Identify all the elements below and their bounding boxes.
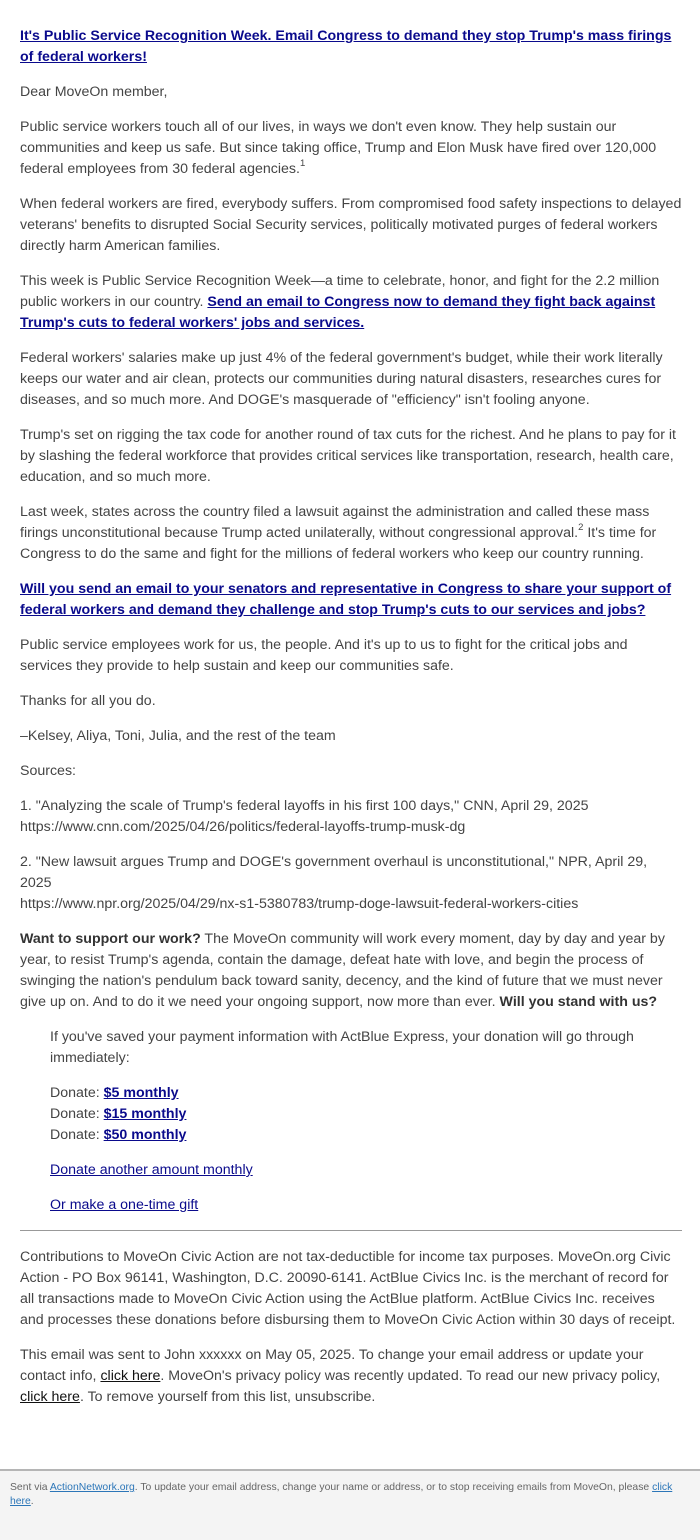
support-paragraph (20, 929, 682, 1013)
source-url: https://www.npr.org/2025/04/29/nx-s1-5380783/trump-doge-lawsuit-federal-workers-cities (20, 896, 579, 912)
thanks: Thanks for all you do. (20, 693, 156, 709)
paragraph-tax-code: Trump's set on rigging the tax code for another round of tax cuts for the richest. And he plans to pay for it by slashing the federal workforce that provides critical services like transportation, research, health care, education, and so much more. (20, 427, 676, 485)
sources-list (20, 796, 682, 915)
one-time-gift-link[interactable]: Or make a one-time gift (50, 1197, 199, 1213)
privacy-policy-link[interactable]: click here (20, 1389, 80, 1405)
donate-5-monthly-link[interactable]: $5 monthly (103, 1085, 179, 1101)
action-network-link[interactable]: ActionNetwork.org (49, 1482, 135, 1493)
support-body: The MoveOn community will work every moment, day by day and year by year, to resist Trump's agenda, contain the damage, defeat hate with love, and begin the process of swinging the nation's pendulum back toward sanity, decency, and the kind of future that we must never give up on. And to do it we need your ongoing support, now more than ever. (20, 931, 665, 1010)
paragraph-firings-text: Public service workers touch all of our lives, in ways we don't even know. They help sustain our communities and keep us safe. But since taking office, Trump and Elon Musk have fired over 120,000 federal employees from 30 federal agencies. (20, 119, 657, 177)
headline (20, 26, 682, 68)
paragraph-firings (20, 117, 682, 180)
paragraph-public-service: Public service employees work for us, the people. And it's up to us to fight for the critical jobs and services they provide to help sustain and keep our communities safe. (20, 637, 628, 674)
paragraph-budget: Federal workers' salaries make up just 4% of the federal government's budget, while their work literally keeps our water and air clean, protects our communities during natural disasters, researches cures for diseases, and so much more. And DOGE's masquerade of "efficiency" isn't fooling anyone. (20, 350, 663, 408)
footer-bar (0, 1469, 700, 1540)
notice-part-2: . MoveOn's privacy policy was recently updated. To read our new privacy policy, (160, 1368, 661, 1384)
donation-section (50, 1027, 682, 1216)
source-citation: 2. "New lawsuit argues Trump and DOGE's government overhaul is unconstitutional," NPR, April 29, 2025 (20, 854, 648, 891)
support-lead: Want to support our work? (20, 931, 201, 947)
email-notice (20, 1345, 682, 1408)
footer-sent-via: Sent via (10, 1482, 50, 1493)
footnote-1: 1 (299, 158, 306, 170)
legal-disclaimer: Contributions to MoveOn Civic Action are not tax-deductible for income tax purposes. MoveOn.org Civic Action - PO Box 96141, Washington, D.C. 20090-6141. ActBlue Civics Inc. is the merchant of record for all transactions made to MoveOn Civic Action using the ActBlue platform. ActBlue Civics Inc. receives and processes these donations before disbursing them to MoveOn Civic Action within 30 days of receipt. (20, 1249, 676, 1328)
footer-click-here-link[interactable]: click here (10, 1482, 673, 1507)
cta (20, 579, 682, 621)
headline-link[interactable]: It's Public Service Recognition Week. Email Congress to demand they stop Trump's mass firings of federal workers! (20, 28, 672, 65)
donate-option (50, 1125, 682, 1146)
email-body (20, 26, 682, 1422)
donate-option (50, 1083, 682, 1104)
source-citation: 1. "Analyzing the scale of Trump's federal layoffs in his first 100 days," CNN, April 29, 2025 (20, 798, 589, 814)
donate-options (50, 1083, 682, 1146)
notice-part-3: . To remove yourself from this list, unsubscribe. (79, 1389, 376, 1405)
send-email-link[interactable]: Send an email to Congress now to demand they fight back against Trump's cuts to federal workers' jobs and services. (20, 294, 656, 331)
donate-option (50, 1104, 682, 1125)
cta-link[interactable]: Will you send an email to your senators and representative in Congress to share your support of federal workers and demand they challenge and stop Trump's cuts to our services and jobs? (20, 581, 672, 618)
footer-end: . (30, 1496, 34, 1507)
one-time-gift (50, 1195, 682, 1216)
paragraph-recognition-week (20, 271, 682, 334)
donate-another-amount-link[interactable]: Donate another amount monthly (50, 1162, 253, 1178)
donate-label: Donate: (50, 1127, 104, 1143)
notice-part-1: This email was sent to John xxxxxx on May 05, 2025. To change your email address or update your contact info, (20, 1347, 644, 1384)
footer-body: . To update your email address, change your name or address, or to stop receiving emails from MoveOn, please (134, 1482, 653, 1493)
paragraph-lawsuit (20, 502, 682, 565)
divider (20, 1230, 682, 1231)
source-item (20, 796, 682, 838)
donate-label: Donate: (50, 1085, 104, 1101)
paragraph-lawsuit-text-b: It's time for Congress to do the same and fight for the millions of federal workers who keep our country running. (20, 525, 657, 562)
express-note: If you've saved your payment information with ActBlue Express, your donation will go through immediately: (50, 1029, 634, 1066)
source-item (20, 852, 682, 915)
donate-15-monthly-link[interactable]: $15 monthly (103, 1106, 187, 1122)
update-contact-link[interactable]: click here (100, 1368, 161, 1384)
signature: –Kelsey, Aliya, Toni, Julia, and the rest of the team (20, 728, 336, 744)
paragraph-lawsuit-text-a: Last week, states across the country filed a lawsuit against the administration and called these mass firings unconstitutional because Trump acted unilaterally, without congressional approval. (20, 504, 650, 541)
donate-another (50, 1160, 682, 1181)
source-url: https://www.cnn.com/2025/04/26/politics/federal-layoffs-trump-musk-dg (20, 819, 466, 835)
footnote-2: 2 (578, 522, 584, 534)
greeting: Dear MoveOn member, (20, 84, 168, 100)
paragraph-recognition-text: This week is Public Service Recognition Week—a time to celebrate, honor, and fight for the 2.2 million public workers in our country. (20, 273, 660, 310)
support-close: Will you stand with us? (499, 994, 658, 1010)
donate-label: Donate: (50, 1106, 104, 1122)
sources-label: Sources: (20, 763, 76, 779)
footer-text (10, 1481, 688, 1509)
donate-50-monthly-link[interactable]: $50 monthly (103, 1127, 187, 1143)
paragraph-harm: When federal workers are fired, everybody suffers. From compromised food safety inspections to delayed veterans' benefits to disrupted Social Security services, politically motivated purges of federal workers directly harm American families. (20, 196, 682, 254)
